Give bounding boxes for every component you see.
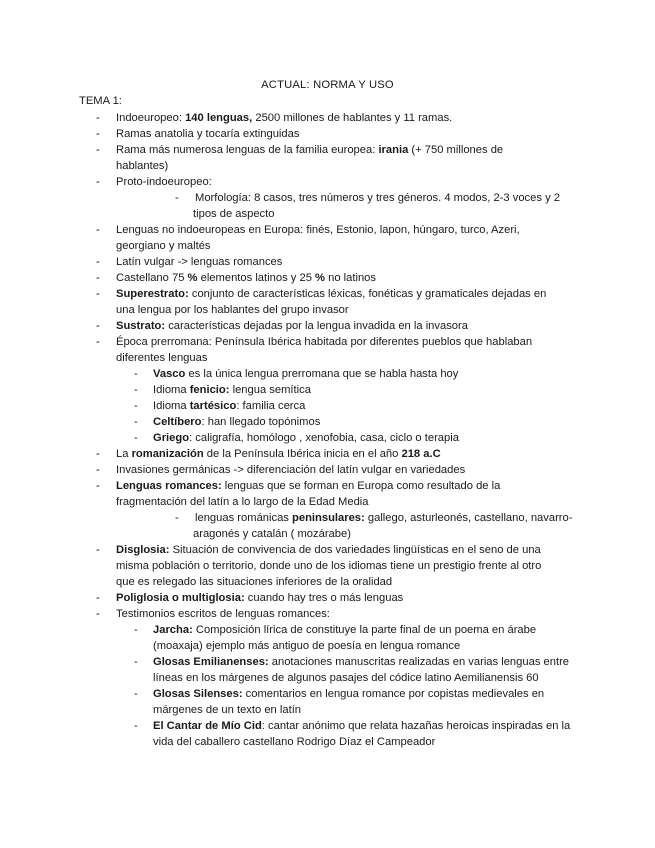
text-run: cuando hay tres o más lenguas — [244, 592, 404, 604]
bold-term: peninsulares: — [292, 512, 365, 524]
list-item — [0, 222, 655, 254]
list-item-text — [116, 270, 556, 286]
bold-term: Vasco — [153, 368, 186, 380]
list-item-text — [153, 382, 573, 398]
list-item — [0, 254, 655, 270]
list-item-text — [153, 654, 573, 686]
list-item — [0, 174, 655, 190]
text-run: Idioma — [153, 384, 190, 396]
list-item-text — [116, 286, 556, 318]
bullet-list — [0, 110, 655, 750]
list-item — [0, 190, 655, 222]
text-run: gallego, asturleonés, castellano, navarro-aragonés y catalán ( mozárabe) — [193, 512, 573, 540]
list-item — [0, 622, 655, 654]
text-run: anotaciones manuscritas realizadas en varias lenguas entre líneas en los márgenes de algunos pasajes del códice latino Aemilianensis 60 — [153, 656, 570, 684]
bold-term: Celtíbero — [153, 416, 202, 428]
list-item-text — [116, 318, 556, 334]
bold-term: tartésico — [189, 400, 237, 412]
text-run: Rama más numerosa lenguas de la familia europea: — [116, 144, 379, 156]
bullet-dash: - — [96, 544, 100, 556]
text-run: Idioma — [153, 400, 190, 412]
list-item — [0, 126, 655, 142]
text-run: Lenguas no indoeuropeas en Europa: finés, Estonio, lapon, húngaro, turco, Azeri, georgiano y maltés — [116, 224, 520, 252]
text-run: : cantar anónimo que relata hazañas heroicas inspiradas en la vida del caballero castellano Rodrigo Díaz el Campeador — [153, 720, 571, 748]
text-run: lengua semítica — [229, 384, 311, 396]
list-item-text — [116, 126, 556, 142]
bullet-dash: - — [96, 480, 100, 492]
bullet-dash: - — [96, 272, 100, 284]
bullet-dash: - — [96, 288, 100, 300]
text-run: : caligrafía, homólogo , xenofobia, casa, ciclo o terapia — [189, 432, 459, 444]
text-run: Castellano 75 — [116, 272, 188, 284]
list-item-text — [153, 430, 573, 446]
bold-term: 218 a.C — [401, 448, 441, 460]
list-item — [0, 590, 655, 606]
bullet-dash: - — [96, 256, 100, 268]
list-item — [0, 718, 655, 750]
list-item-text — [153, 718, 573, 750]
text-run: Indoeuropeo: — [116, 112, 186, 124]
list-item-text — [193, 510, 573, 542]
bullet-dash: - — [96, 448, 100, 460]
bullet-dash: - — [134, 656, 138, 668]
bullet-dash: - — [96, 224, 100, 236]
list-item-text — [153, 366, 573, 382]
list-item — [0, 414, 655, 430]
bullet-dash: - — [134, 432, 138, 444]
list-item — [0, 606, 655, 622]
text-run: Ramas anatolia y tocaría extinguidas — [116, 128, 300, 140]
list-item-text — [153, 414, 573, 430]
text-run: características dejadas por la lengua invadida en la invasora — [165, 320, 468, 332]
bold-term: Poliglosia o multiglosia: — [116, 592, 245, 604]
bullet-dash: - — [96, 320, 100, 332]
list-item-text — [116, 590, 556, 606]
bullet-dash: - — [134, 384, 138, 396]
bold-term: Jarcha: — [153, 624, 193, 636]
bold-term: Lenguas romances: — [116, 480, 222, 492]
text-run: de la Península Ibérica inicia en el año — [203, 448, 402, 460]
list-item — [0, 110, 655, 126]
list-item — [0, 510, 655, 542]
text-run: Situación de convivencia de dos variedades lingüísticas en el seno de una misma población o territorio, donde uno de los idiomas tiene un prestigio frente al otro que es relegado las situaciones inferiores de la oralidad — [116, 544, 542, 588]
bold-term: Griego — [153, 432, 190, 444]
list-item-text — [116, 606, 556, 622]
text-run: Proto-indoeuropeo: — [116, 176, 212, 188]
text-run: : familia cerca — [236, 400, 306, 412]
text-run: Invasiones germánicas -> diferenciación del latín vulgar en variedades — [116, 464, 466, 476]
text-run: comentarios en lengua romance por copistas medievales en márgenes de un texto en latín — [153, 688, 545, 716]
list-item — [0, 382, 655, 398]
text-run: lenguas que se forman en Europa como resultado de la fragmentación del latín a lo largo de la Edad Media — [116, 480, 501, 508]
list-item — [0, 430, 655, 446]
list-item-text — [116, 174, 556, 190]
bullet-dash: - — [134, 400, 138, 412]
text-run: Época prerromana: Península Ibérica habitada por diferentes pueblos que hablaban diferentes lenguas — [116, 336, 533, 364]
bullet-dash: - — [134, 368, 138, 380]
bold-term: Glosas Emilianenses: — [153, 656, 269, 668]
section-heading: TEMA 1: — [79, 95, 122, 107]
list-item-text — [116, 462, 556, 478]
text-run: Morfología: 8 casos, tres números y tres géneros. 4 modos, 2-3 voces y 2 tipos de aspecto — [193, 192, 561, 220]
text-run: no latinos — [324, 272, 376, 284]
bullet-dash: - — [175, 512, 179, 524]
list-item-text — [116, 142, 556, 174]
list-item-text — [116, 446, 556, 462]
text-run: Composición lírica de constituye la parte final de un poema en árabe (moaxaja) ejemplo más antiguo de poesía en lengua romance — [153, 624, 537, 652]
bold-term: Sustrato: — [116, 320, 166, 332]
text-run: 2500 millones de hablantes y 11 ramas. — [252, 112, 453, 124]
list-item-text — [116, 542, 556, 590]
bold-term: irania — [378, 144, 409, 156]
list-item — [0, 270, 655, 286]
text-run: Latín vulgar -> lenguas romances — [116, 256, 283, 268]
bullet-dash: - — [96, 128, 100, 140]
bold-term: Superestrato: — [116, 288, 189, 300]
list-item — [0, 462, 655, 478]
list-item-text — [153, 622, 573, 654]
bullet-dash: - — [96, 464, 100, 476]
list-item-text — [116, 110, 556, 126]
text-run: elementos latinos y 25 — [197, 272, 316, 284]
text-run: Testimonios escritos de lenguas romances: — [116, 608, 330, 620]
list-item-text — [116, 478, 556, 510]
bullet-dash: - — [134, 416, 138, 428]
bullet-dash: - — [96, 144, 100, 156]
bullet-dash: - — [134, 688, 138, 700]
bold-term: 140 lenguas, — [185, 112, 253, 124]
list-item — [0, 318, 655, 334]
text-run: es la única lengua prerromana que se habla hasta hoy — [185, 368, 459, 380]
list-item-text — [116, 254, 556, 270]
list-item — [0, 334, 655, 366]
list-item — [0, 478, 655, 510]
list-item — [0, 286, 655, 318]
bold-term: fenicio: — [189, 384, 230, 396]
list-item — [0, 142, 655, 174]
list-item — [0, 398, 655, 414]
list-item-text — [193, 190, 573, 222]
list-item — [0, 654, 655, 686]
bullet-dash: - — [134, 624, 138, 636]
bullet-dash: - — [96, 112, 100, 124]
list-item — [0, 366, 655, 382]
bold-term: % — [315, 272, 325, 284]
text-run: lenguas románicas — [195, 512, 293, 524]
bold-term: El Cantar de Mío Cid — [153, 720, 262, 732]
text-run: La — [116, 448, 132, 460]
page-title: ACTUAL: NORMA Y USO — [261, 79, 394, 91]
bold-term: romanización — [131, 448, 204, 460]
bold-term: Disglosia: — [116, 544, 170, 556]
list-item — [0, 542, 655, 590]
list-item-text — [153, 686, 573, 718]
text-run: : han llegado topónimos — [201, 416, 321, 428]
list-item — [0, 446, 655, 462]
list-item-text — [153, 398, 573, 414]
bullet-dash: - — [96, 592, 100, 604]
bullet-dash: - — [96, 176, 100, 188]
text-run: conjunto de características léxicas, fonéticas y gramaticales dejadas en una lengua por los hablantes del grupo invasor — [116, 288, 547, 316]
list-item — [0, 686, 655, 718]
bullet-dash: - — [134, 720, 138, 732]
list-item-text — [116, 222, 556, 254]
bullet-dash: - — [96, 336, 100, 348]
bullet-dash: - — [175, 192, 179, 204]
bold-term: Glosas Silenses: — [153, 688, 243, 700]
list-item-text — [116, 334, 556, 366]
bullet-dash: - — [96, 608, 100, 620]
text-run: (+ 750 millones de hablantes) — [116, 144, 504, 172]
bold-term: % — [187, 272, 198, 284]
